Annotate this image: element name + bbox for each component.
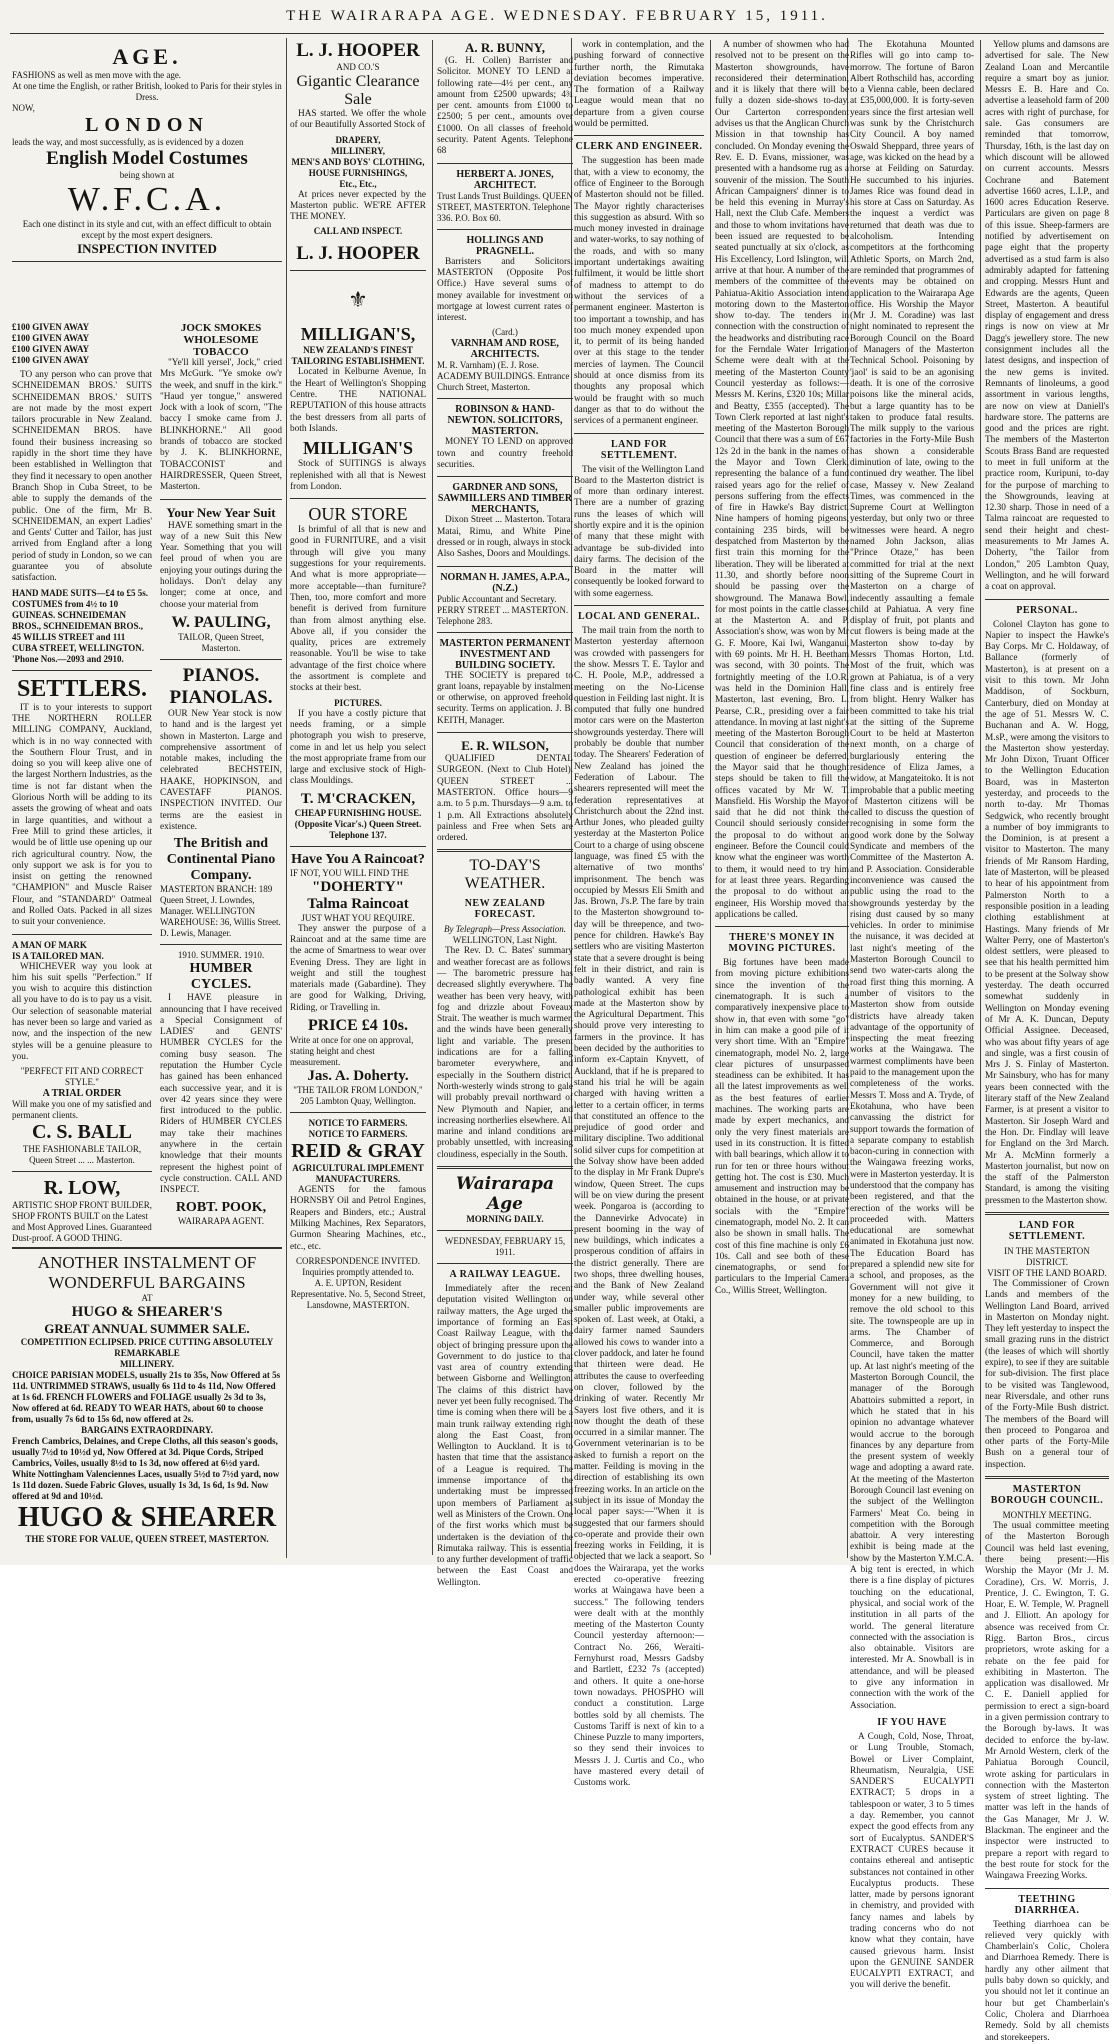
gardner: GARDNER AND SONS, SAWMILLERS AND TIMBER MERCHANTS, <box>437 482 573 516</box>
robinson-text: MONEY TO LEND on approved town and country freehold securities. <box>437 437 573 471</box>
permanent-text: THE SOCIETY is prepared to grant loans, repayable by instalment or otherwise, on approved freehold security. Terms on application. J. B. KEITH, Manager. <box>437 670 573 726</box>
hugo-bargains: BARGAINS EXTRAORDINARY. <box>81 1425 213 1435</box>
land-settlement-heading: LAND FOR SETTLEMENT. <box>1008 1219 1086 1242</box>
humber-cycles: HUMBER CYCLES. <box>189 961 253 993</box>
clerk-heading: CLERK AND ENGINEER. <box>575 141 703 153</box>
mccracken: T. M'CRACKEN, <box>300 790 416 807</box>
cs-ball: C. S. BALL <box>31 1121 133 1144</box>
gigantic-text: HAS started. We offer the whole of our Beautifully Assorted Stock of <box>290 109 426 131</box>
stock-item: Etc., Etc., <box>339 178 377 189</box>
raincoat-price: PRICE £4 10s. <box>307 1017 408 1035</box>
personal-heading: PERSONAL. <box>1016 604 1078 616</box>
hooper-co: AND CO.'S <box>336 62 380 72</box>
tailor-text: WHICHEVER way you look at him his suit spells "Perfection." If you wish to acquire this distinction all you have to do is to pay us a visit. Our selection of seasonable material has never been so large and varied as now, and the inspection of the new styles will be a genuine pleasure to you. <box>12 961 152 1062</box>
showmen-text: A number of showmen who had resolved not to be present on the Masterton showgrounds, have reconsidered their determination, and it is likely that there will be fully a dozen side-shows to-day. Our Carterton correspondent advises us that the Anglican Church Mission in that township has concluded. On Monday evening the Rev. E. D. Evans, missioner, was presented with a handsome rug as a souvenir of the mission. The South African Campaigners' dinner is to be held this evening in Murray's Hall, next the Club Cafe. Members and those to whom invitations have been issued are requested to be seated punctually at six o'clock, as His Excellency, Lord Islington, will arrive at that hour. A number of the members of the committee of the Pahiatua-Akitio Association intend motoring down to the Masterton show to-day. The tenders in connection with the construction of the headworks and distributing race for the Ferndale Water Irrigation Scheme were dealt with at the meeting of the Masterton County Council yesterday as follows:—Messrs M. Kerins, £320 10s; Millar and Beatty, £355 (accepted). The Town Clerk reported at last night's meeting of the Masterton Borough Council that there was a sum of £67 12s 2d in the bank in the names of the Mayor and Town Clerk, representing the balance of a fund raised years ago for the relief of persons suffering from the effects of fire in Hawke's Bay district. Nine hampers of homing pigeons, containing 235 birds, will be despatched from Masterton by the first train this morning for the liberation. They will be liberated at 11.30, and shortly before noon should be passing over the showground. The Manawa Bowl, for most points in the cattle classes at the Masterton A. and P. Association's show, was won by Mr G. F. Moore, Kai Iwi, Wanganui, with 69 points. Mr H. H. Beetham was second, with 30 points. The fortnightly meeting of the I.O.R. was held in the Dominion Hall, Masterton, last evening, Bro. L. Pearse, C.R., presiding over a fair attendance. In moving at last night's meeting of the Masterton Borough Council that consideration of the question of engineer be deferred, the Mayor said that he thought steps should be taken to fill the offices vacated by Mr W. T. Mansfield. His Worship the Mayor said that he did not think the Council should seriously consider the proposal to do without an engineer. Before the Council could know what the engineer was worth to them, it would need to try him for at least three years. Regarding the proposal to do without an engineer, His Worship moved that applications be called. <box>715 40 850 920</box>
borough-text: The usual committee meeting of the Masterton Borough Council was held last evening, there being present:—His Worship the Mayor (Mr J. M. Coradine), Crs. W. Morris, J. Prentice, J. C. Ewington, T. G. Hoar, E. W. Temple, W. Pragnell and J. Elliott. An apology for absence was received from Cr. Rigg. Barton Bros., circus proprietors, wrote asking for a rebate on the fee paid for exhibiting in Masterton. The application was disallowed. Mr C. E. Daniell applied for permission to erect a sign-board in a given permission contrary to the Borough by-laws. It was decided to enforce the by-law. Mr Arnold Western, clerk of the Pahiatua Borough Council, wrote asking for particulars in connection with the Masterton system of street lighting. The matter was left in the hands of the Gas Manager, Mr J. W. Blackman. The engineer and the inspector were instructed to prepare a report with regard to the best route for stock for the Waingawa Freezing Works. <box>985 1521 1109 1882</box>
land-heading: LAND FOR SETTLEMENT. <box>600 438 678 461</box>
local-text: The mail train from the north to Masterton yesterday afternoon was crowded with passengers for the show. Messrs T. E. Taylor and C. H. Poole, M.P., addressed a meeting on the No-License question in Feilding last night. It is computed that fully one hundred motor cars were on the Masterton showgrounds yesterday. There will probably be double that number today. The Shearers' Federation of New Zealand has joined the Federation of Labour. The shearers represented will meet the federation representatives at Christchurch about the 22nd inst. Arthur Jones, who pleaded guilty yesterday at the Masterton Police Court to a charge of using obscene language, was fined £5 with the alternative of two months' imprisonment. The bench was occupied by Messrs Eli Smith and Jas. Brown, J's.P. The fare by train to the Masterton showground to-day will be threepence, and two-pence for children. Hawke's Bay settlers who are visiting Masterton state that a severe drought is being felt in their district, and rain is badly wanted. A very fine pathological exhibit has been made at the Masterton show by the Agricultural Department. This should prove very interesting to farmers in the province. It has been decided by the authorities to inform ex-Captain Knyvett, of Auckland, that if he is prepared to stand his trial he will be again charged with having written a letter to a certain officer, in terms that constituted an offence to the prejudice of good order and military discipline. Two additional solid silver cups for competition at the Solvay show have been added to the display in Mr Frank Dupre's window, Queen Street. The cups will be on view during the present week. Pongaroa is (according to the Dannevirke Advocate) in present booming in the way of new buildings, which indicates a prosperous condition of affairs in the district generally. There are two shops, three dwelling houses, and the Bank of New Zealand under way, while several other smaller public improvements are spoken of. Last week, at Otaki, a dairy farmer named Saunders allowed his cows to wander into a clover paddock, and later he found that thirteen were dead. He attributes the cause to overfeeding on clover, followed by the drinking of water. Recently Mr Sayers lost five others, and it is now thought the death of these occurred in a similar manner. The Government veterinarian is to be asked to furnish a report on the matter. Feilding is moving in the direction of establishing its own freezing works. In an article on the subject in its issue of Monday the local paper says:—"When it is suggested that our farmers should co-operate and provide their own freezing works in Feilding, it is objected that we lack a seaport. So does the Wairarapa, yet the works erected co-operative freezing works at Waingawa have been a success." The following tenders were dealt with at the monthly meeting of the Masterton County Council yesterday afternoon:—Contract No. 266, Weraiti-Fernyhurst road, Messrs Gadsby and Bartlett, £232 7s (accepted) and others. It quite a one-horse town nowadays. PHOSPHO will conduct a constitution. Large bottles sold by all chemists. The Customs Tariff is next of kin to a Chinese Puzzle to many importers, so they send their invoices to Messrs J. J. Curtis and Co., who have mastered every detail of Customs work. <box>574 626 704 1789</box>
robt-pook: ROBT. POOK, <box>175 1199 267 1215</box>
teething-text: Teething diarrhoea can be relieved very quickly with Chamberlain's Colic, Cholera and Diarrhoea Remedy. There is hardly any other ailment that pulls baby down so quickly, and you should not let it continue an hour but get Chamberlain's Colic, Cholera and Diarrhoea Remedy. Sold by all chemists and storekeepers. <box>985 1919 1109 2043</box>
shown-line: being shown at <box>119 170 175 180</box>
each-line: Each one distinct in its style and cut, with an effect difficult to obtain except by the most expert designers. <box>22 219 272 240</box>
weather-heading: TO-DAY'S WEATHER. <box>464 857 546 893</box>
telegraph-line: By Telegraph—Press Association. <box>444 924 566 935</box>
varnham: VARNHAM AND ROSE, ARCHITECTS. <box>451 338 559 361</box>
given-away: £100 GIVEN AWAY <box>12 344 90 354</box>
local-heading: LOCAL AND GENERAL. <box>577 611 701 623</box>
column-4a <box>850 40 974 1991</box>
call-inspect: CALL AND INSPECT. <box>313 226 403 237</box>
column-3a <box>574 40 704 1789</box>
varnham-text: M. R. Varnham) (E. J. Rose. ACADEMY BUILDINGS. Entrance Church Street, Masterton. <box>437 360 570 393</box>
masthead-rule <box>10 33 1104 34</box>
just-what: JUST WHAT YOU REQUIRE. <box>301 912 415 923</box>
milligan-text: Located in Kelburne Avenue, In the Heart of Wellington's Shopping Centre. THE NATIONAL REPUTATION of this house attracts the best dressers from all parts of both Islands. <box>290 367 426 434</box>
pictures-heading: PICTURES. <box>334 697 382 708</box>
robinson: ROBINSON & HAND-NEWTON. SOLICITORS, MASTERTON. <box>447 404 563 438</box>
our-store-text: Is brimful of all that is new and good in FURNITURE, and a visit through will give you many suggestions for your requirements. And what is more appropriate—more acceptable—than furniture? Then, too, more comfort and more benefit is derived from furniture than from almost anything else. Above all, if you consider the quality, prices are extremely reasonable. You'll be wise to take advantage of the first choice where the assortment is complete and stocks at their best. <box>290 525 426 694</box>
perfect-fit: "PERFECT FIT AND CORRECT STYLE." <box>20 1066 144 1088</box>
man-of-mark: A MAN OF MARK <box>12 939 87 950</box>
london-heading: LONDON <box>85 114 209 136</box>
pauling-sub: TAILOR, Queen Street, Masterton. <box>178 631 264 653</box>
age-line: At one time the English, or rather British, looked to Paris for their styles in Dress. <box>12 81 282 102</box>
issue-date: WEDNESDAY, FEBRUARY 15, 1911. <box>444 1236 566 1258</box>
age-line: FASHIONS as well as men move with the age. <box>12 70 182 80</box>
column-2 <box>290 40 573 1588</box>
bunny-text: (G. H. Collen) Barrister and Solicitor. MONEY TO LEND at following rate—4½ per cent., any amount from £2500 upwards; 4¾ per cent. amounts from £1000 to £2500; 5 per cent., amounts over £1000. On all classes of freehold security. Patent Agents. Telephone 68 <box>437 56 573 157</box>
hollings-text: Barristers and Solicitors. MASTERTON (Opposite Post Office.) Have several sums of money available for investment on mortgage at lowest current rates of interest. <box>437 256 573 324</box>
humber-text: I HAVE pleasure in announcing that I have received a Special Consignment of LADIES' and GENTS' HUMBER CYCLES for the coming busy season. The reputation the Humber Cycle has gained has been enhanced each successive year, and it is over 42 years since they were first introduced to the public. Riders of HUMBER CYCLES may take their machines anywhere in the certain knowledge that their mounts represent the highest point of cycle construction. CALL AND INSPECT. <box>160 993 282 1196</box>
given-away: £100 GIVEN AWAY <box>12 355 90 365</box>
pauling: W. PAULING, <box>171 613 271 631</box>
column-3 <box>574 40 850 1789</box>
wairarapa-age-title: Wairarapa Age <box>456 1174 554 1215</box>
pook-sub: WAIRARAPA AGENT. <box>177 1215 264 1226</box>
reid-gray: REID & GRAY <box>291 1140 425 1163</box>
age-title: AGE. <box>112 44 182 69</box>
hugo-sale: GREAT ANNUAL SUMMER SALE. <box>44 1321 250 1336</box>
hollings: HOLLINGS AND PRAGNELL. <box>466 234 544 257</box>
railway-heading: A RAILWAY LEAGUE. <box>449 1269 561 1281</box>
col4-notices-text: Yellow plums and damsons are advertised for sale. The New Zealand Loan and Mercantile require a smart boy as junior. Messrs E. B. Hare and Co. advertise a leasehold farm of 200 acres with right of purchase, for sale. Gas consumers are reminded that tomorrow, Thursday, 16th, is the last day on which discount will be allowed on current accounts. Messrs Cochrane and Batement advertise 1660 acres, L.I.P., and 1600 acres Education Reserve. Particulars are given on page 8 of this issue. Sheep-farmers are notified by advertisement on page eight that the property advertised as a stud farm is also admirably adapted for fattening and cropping. Messrs Hunt and Edwards are the agents, Queen Street, Masterton. A beautiful display of engagement and dress rings is now on view at Mr Dagg's jewellery store. The new consignment includes all the latest designs, and inspection of the new gems is invited. Remnants of linoleums, a good assortment in various lengths, are now on view at Daniell's hardware store. The patterns are good and the prices are right. The members of the Masterton Scouts Brass Band are requested to meet in full uniform at the practice room, Kuripuni, to-day for the purpose of marching to the Showgrounds, leaving at 12.30 sharp. Those in need of a Talma raincoat are requested to send their height and chest-measurements to Mr James A. Doherty, "the Tailor from London," 205 Lambton Quay, Wellington, and he will forward a coat on approval. <box>985 40 1109 593</box>
tailored-man: IS A TAILORED MAN. <box>12 950 104 961</box>
jas-sub: "THE TAILOR FROM LONDON," 205 Lambton Quay, Wellington. <box>293 1085 423 1107</box>
card-label: (Card.) <box>492 327 518 338</box>
another-instalment: ANOTHER INSTALMENT OF WONDERFUL BARGAINS <box>37 1253 257 1292</box>
inspection-invited: INSPECTION INVITED <box>77 241 217 256</box>
low-text: ARTISTIC SHOP FRONT BUILDER, SHOP FRONTS BUILT on the Latest and Most Approved Lines. Guaranteed Dust-proof. A GOOD THING. <box>12 1200 152 1244</box>
stock-item: MEN'S AND BOYS' CLOTHING, <box>291 156 425 167</box>
trial-text: Will make you one of my satisfied and permanent clients. <box>12 1099 152 1121</box>
permanent-society: MASTERTON PERMANENT INVESTMENT AND BUILDING SOCIETY. <box>439 637 571 671</box>
land-text: The visit of the Wellington Land Board to the Masterton district is of more than ordinary interest. There are a number of grazing runs the leases of which will shortly expire and it is the opinion of many that these might with advantage be sub-divided into dairy farms. The decision of the Board in the matter will consequently be looked forward to with some eagerness. <box>574 464 704 599</box>
notice-farmers: NOTICE TO FARMERS. NOTICE TO FARMERS. <box>308 1118 408 1140</box>
doherty-quote: "DOHERTY" <box>312 878 404 895</box>
col4-news-text: The Ekotahuna Mounted Rifles will go into camp to-morrow. The fortune of Baron Albert Rothschild has, according to a Vienna cable, been declared at £35,000,000. It is forty-seven years since the first artesian well was sunk by the Christchurch City Council. A boy named Oswald Sheppard, three years of age, was kicked on the head by a horse at Feilding on Saturday. He succumbed to his injuries. James Rice was found dead in his store at Cass on Saturday. As the inquest a verdict was returned that death was due to alcoholism. Intending competitors at the forthcoming Athletic Sports, on March 2nd, are reminded that programmes of events may be obtained on application to the Wairarapa Age office. His Worship the Mayor (Mr J. M. Coradine) was last night nominated to represent the Borough Council on the Board of Managers of the Masterton Technical School. Poisoning by 'jaol' is said to be an agonising death. It is one of the corrosive poisons like the mineral acids, but a large quantity has to be taken to produce fatal results. The milk supply to the various factories in the Forty-Mile Bush has shown a considerable diminution of late, owing to the continued dry weather. The libel case, Massey v. New Zealand Times, was commenced in the Supreme Court at Wellington yesterday, but only two or three witnesses were heard. A negro named John Jackson, alias "Prince Otaze," has been committed for trial at the next sitting of the Supreme Court in Masterton on a charge of indecently assaulting a female child at Pahiatua. A very fine display of fruit, pot plants and cut flowers is being made at the Masterton show to-day by Messrs Thomas Horton, Ltd. Most of the fruit, which was grown at Pahiatua, is of a very fine class and is entirely free from blight. Henry Walker has been committed to take his trial at the sitting of the Supreme Court to be held at Masterton next month, on a charge of burglariously entering the residence of Eliza James, a widow, at Mangateitoko. It is not improbable that a public meeting of Masterton citizens will be called to discuss the question of recognising in some form the good work done by the Solway Syndicate and members of the Committee of the Masterton A. and P. Association. Considerable inconvenience was caused the public using the road to the showgrounds yesterday by the rising dust caused by so many vehicles. In order to minimise the nuisance, it was decided at last night's meeting of the Masterton Borough Council to send two water-carts along the road first thing this morning. A number of visitors to the Masterton show from outside districts have already taken advantage of the opportunity of inspecting the meat freezing works at the Waingawa. The warmest compliments have been paid to the management upon the completeness of the works. Messrs T. Moss and A. Tryde, of Ekotahuna, who have been canvassing the district for support towards the formation of a separate company to establish bacon-curing in connection with the Waingawa freezing works, were in Masterton yesterday. It is understood that the company has been registered, and that the erection of the works will be proceeded with. Matters educational are somewhat animated in Ekotahuna just now. The Education Board has prepared a splendid new site for a school, and proposes, as the Government will not give it money for a new building, to remove the old school to this site. The townspeople are up in arms. The Chamber of Commerce, and Borough Council, have taken the matter up. At last night's meeting of the Masterton Borough Council, the manager of the Borough Abattoirs submitted a report, in which he stated that in his opinion no advantage whatever would accrue to the borough finances by any departure from the present system of weekly wage and adopting a award rate. At the meeting of the Masterton Borough Council last evening on the subject of the Wellington Farmers' Meat Co. being in competition with the Borough abattoir. A very interesting exhibit is being made at the show by the Masterton Y.M.C.A. A big tent is erected, in which there is a fine display of pictures touching on the educational, physical, and social work of the institution in all parts of the world. The general literature connected with the association is also obtainable. Visitors are interested. Mr A. Snowball is in attendance, and will be pleased to give any information in connection with the work of the Association. <box>850 40 974 1711</box>
have-you-text: IF NOT, YOU WILL FIND THE <box>290 867 409 878</box>
milligan-sub: NEW ZEALAND'S FINEST TAILORING ESTABLISHMENT. <box>291 345 425 367</box>
pictures-text: If you have a costly picture that needs framing, or a simple photograph you wish to preserve, come in and let us help you select the most appropriate frame from our large and exclusive stock of High-class Mouldings. <box>290 708 426 787</box>
district-line: IN THE MASTERTON DISTRICT. <box>1004 1245 1090 1267</box>
hugo-name: HUGO & SHEARER'S <box>71 1304 223 1320</box>
age-ad <box>12 40 282 262</box>
hugo-bargains-text: French Cambrics, Delaines, and Crepe Cloths, all this season's goods, usually 7½d to 10½d yd, Now Offered at 3d. Pique Cords, Striped Cambrics, Voiles, usually 8½d to 1s 3d, now offered at 6½d yard. White Nottingham Valenciennes Laces, usually 5½d to 7½d yard, now 1s 11d dozen. Suede Fabric Gloves, usually 1s 3d, 1s 6d, 1s 9d. Now offered at 9d and 10½d. <box>12 1436 280 1501</box>
inquiries: Inquiries promptly attended to. <box>302 1266 414 1277</box>
borough-heading: MASTERTON BOROUGH COUNCIL. <box>990 1484 1104 1507</box>
hooper-prices: At prices never expected by the Masterton public. WE'RE AFTER THE MONEY. <box>290 189 426 223</box>
age-line: NOW, <box>12 103 35 113</box>
jones-text: Trust Lands Trust Buildings. QUEEN STREET, MASTERTON. Telephone 336. P.O. Box 60. <box>437 190 573 223</box>
new-year-text: HAVE something smart in the way of a new Suit this New Year. Something that you will feel proud of when you are enjoying your outings during the holidays. Don't delay any longer; come at once, and choose your material from <box>160 520 282 610</box>
pianos-text: OUR New Year stock is now to hand and is the largest yet shown in Masterton. Large and comprehensive assortment of notable makes, including the celebrated BECHSTEIN, HAAKE, HOPKINSON, and CAVESTAFF PIANOS. INSPECTION INVITED. Our terms are the easiest in existence. <box>160 708 282 832</box>
monthly-meeting: MONTHLY MEETING. <box>1002 1510 1092 1521</box>
hooper-heading: L. J. HOOPER <box>296 40 420 61</box>
jock-heading: JOCK SMOKES WHOLESOME TOBACCO <box>180 322 262 358</box>
gardner-text: Dixon Street ... Masterton. Totara, Matai, Rimu, and White Pine, dressed or in rough, always in stock. Also Sashes, Doors and Mouldings. <box>437 515 573 560</box>
hugo-eclipsed: COMPETITION ECLIPSED. PRICE CUTTING ABSOLUTELY REMARKABLE <box>20 1337 274 1358</box>
hooper-heading-2: L. J. HOOPER <box>296 243 420 265</box>
personal-text: Colonel Clayton has gone to Napier to inspect the Hawke's Bay Corps. Mr C. Holdaway, of Ballance (formerly of Masterton), is at present on a visit to this town. Mr John Maddison, of Sockburn, Canterbury, died on Monday at the age of 51. Messrs W. C. Buchanan and A. W. Hogg, M.sP., were among the visitors to the Masterton show yesterday. Mr John Dixon, Truant Officer to the Wellington Education Board, was in Masterton yesterday, and proceeds to the north to-day. Mr Thomas Sedgwick, who recently brought a number of boy immigrants to the Dominion, is at present a visitor to Masterton. The many friends of Mr Ransom Harding, late of Masterton, will be pleased to hear of his appointment from Palmerston North to a responsible position in a leading clothing establishment at Hastings. Many friends of Mr Walter Perry, one of Masterton's oldest settlers, were pleased to see that his health permitted him to be present at the Solway show yesterday. The death occurred somewhat suddenly in Wellington on Monday evening of Mr A. K. Duncan, Deputy Official Assignee. Deceased, who was about fifty years of age and single, was a first cousin of Mrs J. S. Finlay of Masterton. Mr Sainsbury, who has for many years been connected with the literary staff of the New Zealand Farmer, is at present a visitor to Masterton. Sir Joseph Ward and the Hon. Dr. Findlay will leave for England on the 3rd March. Mr A. McMinn formerly a Masterton journalist, but now on the staff of the Palmerston Standard, is among the visiting pressmen to the Masterton show. <box>985 619 1109 1206</box>
column-2a <box>290 40 426 1555</box>
gigantic-sale: Gigantic Clearance Sale <box>296 73 420 108</box>
column-rule <box>286 38 287 1558</box>
given-away: £100 GIVEN AWAY <box>12 322 90 332</box>
settlers-text: IT is to your interests to support THE NORTHERN ROLLER MILLING COMPANY, Auckland, which is in no way connected with the Southern Flour Trust, and in doing so you will keep alive one of the largest Northern Industries, as the time is not far distant when the Glorious North will be adding to its assets the growing of wheat and oats in large quantities, and without a Free Mill to grind these articles, it would be of little use opening up our rich agricultural country. Now, the only support we ask is for you to insist on getting the renowned "CHAMPION" and Muscle Raiser Flour, and "STANDARD" Oatmeal and Rolled Oats. Packed in all sizes to suit your convenience. <box>12 702 152 928</box>
have-you-raincoat: Have You A Raincoat? <box>291 851 425 867</box>
stock-item: MILLINERY, <box>330 145 386 156</box>
teething-heading: TEETHING DIARRHŒA. <box>1014 1893 1080 1916</box>
leads-line: leads the way, and most successfully, as is evidenced by a dozen <box>12 137 244 147</box>
reid-text: AGENTS for the famous HORNSBY Oil and Petrol Engines, Reapers and Binders, etc.; Austral Milking Machines, Rex Separators, Gurmon Shearing Machines, etc., etc., etc. <box>290 1185 426 1252</box>
upton: A. E. UPTON, Resident Representative. No. 5, Second Street, Lansdowne, MASTERTON. <box>290 1277 426 1310</box>
correspondence: CORRESPONDENCE INVITED. <box>295 1255 420 1266</box>
money-heading: THERE'S MONEY IN MOVING PICTURES. <box>728 932 836 955</box>
trial-order: A TRIAL ORDER <box>42 1088 122 1100</box>
model-costumes-heading: English Model Costumes <box>46 148 248 169</box>
morning-daily: MORNING DAILY. <box>466 1214 544 1225</box>
wfca-heading: W.F.C.A. <box>67 181 227 218</box>
norman-james: NORMAN H. JAMES, A.P.A., (N.Z.) <box>440 571 570 594</box>
schneideman-text: TO any person who can prove that SCHNEIDEMAN BROS.' SUITS SCHNEIDEMAN BROS.' SUITS are not made by the most expert tailors procurable in New Zealand. SCHNEIDEMAN BROS. have found their business increasing so rapidly in the short time they have been established in Wellington that they find it necessary to open another Branch Shop in Cuba Street, to be able to supply the demands of the public. One of the firm, Mr B. SCHNEIDEMAN, an expert Ladies' and Gents' Cutter and Tailor, has just arrived from England after a long period of study in London, so we can guarantee you of absolute satisfaction. <box>12 370 152 584</box>
hugo-shearer-ad <box>12 1247 282 1545</box>
wilson: E. R. WILSON, <box>461 738 549 754</box>
visit-line: VISIT OF THE LAND BOARD. <box>987 1267 1107 1278</box>
column-3b <box>710 40 849 1555</box>
given-away: £100 GIVEN AWAY <box>12 333 90 343</box>
column-1 <box>12 40 282 1555</box>
jones: HERBERT A. JONES, ARCHITECT. <box>456 168 554 191</box>
stock-item: HOUSE FURNISHINGS, <box>308 167 408 178</box>
railway-continued: work in contemplation, and the pushing forward of connective further north, the Rimutaka deviation becomes imperative. The formation of a Railway League would mean that no departure from a given course would be permitted. <box>574 40 704 130</box>
hugo-at: AT <box>141 1293 153 1303</box>
reid-sub: AGRICULTURAL IMPLEMENT MANUFACTURERS. <box>292 1163 424 1185</box>
visit-text: The Commissioner of Crown Lands and members of the Wellington Land Board, arrived in Masterton on Monday night. They left yesterday to inspect the small grazing runs in the district (the leases of which will shortly expire), to see if they are suitable for sub-division. The first place to be visited was Tanglewood, near Riversdale, and other runs of the Forty-Mile Bush district. The members of the Board will then proceed to Pongaroa and other parts of the Forty-Mile Bush on a general tour of inspection. <box>985 1278 1109 1470</box>
column-1a <box>12 322 152 1244</box>
column-4 <box>850 40 1109 2043</box>
r-low: R. LOW, <box>43 1177 121 1200</box>
milligan-heading: MILLIGAN'S, <box>300 324 416 345</box>
milligan-heading-2: MILLIGAN'S <box>302 438 414 459</box>
british-piano: The British and Continental Piano Company. <box>166 836 276 884</box>
hugo-tag: THE STORE FOR VALUE, QUEEN STREET, MASTERTON. <box>25 1534 269 1544</box>
bunny: A. R. BUNNY, <box>464 40 546 55</box>
settlers-heading: SETTLERS. <box>16 675 148 702</box>
weather-text: The Rev. D. C. Bates' summary and weather forecast are as follows:— The barometric pressure has decreased slightly everywhere. The weather has been very heavy, with fog and drizzle about Foveaux Strait. The weather is much warmer, and the winds have been generally light and variable. The present indications are for a falling barometer everywhere, and especially in the Southern district. North-westerly winds strong to gale will probably prevail northward of New Plymouth and Napier, and increasing northerlies elsewhere. All marine and inland conditions are probably unsettled, with increasing cloudiness, especially in the South. <box>437 946 573 1160</box>
column-4b <box>980 40 1109 2043</box>
column-2b <box>432 40 573 1588</box>
wilson-text: QUALIFIED DENTAL SURGEON. (Next to Club Hotel). QUEEN STREET ... MASTERTON. Office hours—9 a.m. to 5 p.m. Thursdays—9 a.m. to 1 p.m. All Extractions absolutely painless and Free when Sets are ordered. <box>437 754 573 844</box>
milligan2-text: Stock of SUITINGS is always replenished with all that is Newest from London. <box>290 459 426 492</box>
column-1b <box>160 322 282 1226</box>
if-you-have: IF YOU HAVE <box>877 1716 947 1728</box>
pianos: PIANOS. <box>182 664 260 686</box>
schneideman-footer: HAND MADE SUITS—£4 to £5 5s. COSTUMES from 4½ to 10 GUINEAS. SCHNEIDEMAN BROS., SCHNEIDEMAN BROS., 45 WILLIS STREET and 111 CUBA STREET, WELLINGTON. 'Phone Nos.—2093 and 2910. <box>12 587 149 664</box>
british-sub: MASTERTON BRANCH: 189 Queen Street, J. Lowndes, Manager. WELLINGTON WAREHOUSE: 36, Willis Street. D. Lewis, Manager. <box>160 884 281 939</box>
talma-raincoat: Talma Raincoat <box>307 895 409 912</box>
hugo-footer: HUGO & SHEARER <box>17 1502 277 1533</box>
norman-text: Public Accountant and Secretary. PERRY STREET ... MASTERTON. Telephone 283. <box>437 593 569 626</box>
masthead: THE WAIRARAPA AGE. WEDNESDAY. FEBRUARY 15, 1911. <box>286 8 828 24</box>
crest-icon: ⚜ <box>348 287 368 313</box>
hugo-millinery: MILLINERY. <box>119 1359 175 1369</box>
money-text: Big fortunes have been made from moving picture exhibitions since the invention of the cinematograph. It is such a comparatively inexpensive place to show in, that even with some "go" in him can make a good pile of it very short time. With an "Empire" cinematograph, model No. 2, large clear pictures of unsurpassed steadiness can be exhibited. It has all the latest improvements as well as the best features of earlier machines. The working parts are made by expert mechanics, and only the very finest materials are used in its construction. It is fitted with ball bearings, which allow it to run for ten or three hours without getting hot. The cost is £30. Much amusement and instruction may be obtained in the house, or at private socials with the "Empire" cinematograph, model No. 2. It can also be shown in small halls. The cost of this fine machine is only £6 10s. Call and see both of these cinematographs, or send for particulars to the Imperial Camera Co., Willis Street, Wellington. <box>715 958 850 1296</box>
jock-text: "Ye'll kill yersel', Jock," cried Mrs McGurk. "Ye smoke ow'r the week, and snuff in the kirk." "Haud yer tongue," answered Jock with a look of scorn, "The baccy I smoke came from J. BLINKHORNE." All good brands of tobacco are stocked by J. K. BLINKHORNE, TOBACCONIST and HAIRDRESSER, Queen Street, Masterton. <box>160 358 282 493</box>
stock-item: DRAPERY, <box>335 134 381 145</box>
new-year-suit: Your New Year Suit <box>166 504 276 520</box>
if-you-text: A Cough, Cold, Nose, Throat, or Lung Trouble, Stomach, Bowel or Liver Complaint, Rheumatism, Neuralgia, USE SANDER'S EUCALYPTI EXTRACT; 5 drops in a tablespoon or water, 3 to 5 times a day. Remember, you cannot expect the good effects from any sort of Eucalyptus. SANDER'S EXTRACT CURES because it contains ethereal and antiseptic substances not contained in other Eucalyptus products. These latter, made by persons ignorant in chemistry, and provided with fancy names and labels by trading concerns who do not know what they contain, have caused grievous harm. Insist upon the GENUINE SANDER EUCALYPTI EXTRACT, and you will derive the benefit. <box>850 1731 974 1991</box>
our-store: OUR STORE <box>308 504 408 525</box>
forecast-heading: NEW ZEALAND FORECAST. <box>464 898 546 921</box>
write-line: Write at once for one on approval, stating height and chest measurement. <box>290 1035 414 1068</box>
wellington-line: WELLINGTON, Last Night. <box>452 935 558 946</box>
doherty-text: They answer the purpose of a Raincoat and at the same time are the acme of Smartness to wear over Evening Dress. They are light in weight and still the toughest materials made (Gabardine). They are good for Walking, Driving, Riding, or Travelling in. <box>290 923 426 1013</box>
railway-text: Immediately after the recent deputation visited Wellington on railway matters, the Age urged the importance of forming an East Coast Railway League, with the object of bringing pressure upon the Government to do justice to that vast area of country extending between Gisborne and Wellington. The claims of this district have never yet been fully recognised. The time is coming when there will be a main trunk railway extending right along the East Coast, from Wellington to Auckland. It is to hasten that time that the assistance of a League is required. The immense importance of the undertaking must be impressed upon members of Parliament as well as Ministers of the Crown. One of the first works which must be undertaken is the deviation of the Rimutaka railway. This is essential to any further development of traffic between the East Coast and Wellington. <box>437 1284 573 1588</box>
jas-doherty: Jas. A. Doherty. <box>307 1068 409 1085</box>
mccracken-sub: CHEAP FURNISHING HOUSE. (Opposite Vicar's.) Queen Street. Telephone 137. <box>294 807 422 840</box>
clerk-text: The suggestion has been made that, with a view to economy, the office of Engineer to the Borough of Masterton should not be filled. The Mayor rightly characterises this suggestion as absurd. With so much money invested in drainage and water-works, to say nothing of the roads, and with so many important undertakings awaiting fulfilment, it would be little short of madness to attempt to do without the services of a permanent engineer. Masterton is too important a township, and has too much money expended upon it, to permit of its being handed over at this stage to the tender mercies of laymen. The Council should at once dismiss from its thoughts any proposal which would be fraught with so much danger as that to do without the services of a permanent engineer. <box>574 156 704 427</box>
ball-sub: THE FASHIONABLE TAILOR, Queen Street ... ... Masterton. <box>22 1144 142 1166</box>
humber-years: 1910. SUMMER. 1910. <box>177 950 265 961</box>
hugo-millinery-text: CHOICE PARISIAN MODELS, usually 21s to 35s, Now Offered at 5s 11d. UNTRIMMED STRAWS, usually 6s 11d to 4s 11d, Now Offered at 1s 6d. FRENCH FLOWERS and FOLIAGE usually 2s 3d to 3s, Now offered at 6d. READY TO WEAR HATS, about 60 to choose from, usually 7s 6d to 15s 6d, now offered at 2s. <box>12 1370 281 1424</box>
pianolas: PIANOLAS. <box>169 686 273 708</box>
